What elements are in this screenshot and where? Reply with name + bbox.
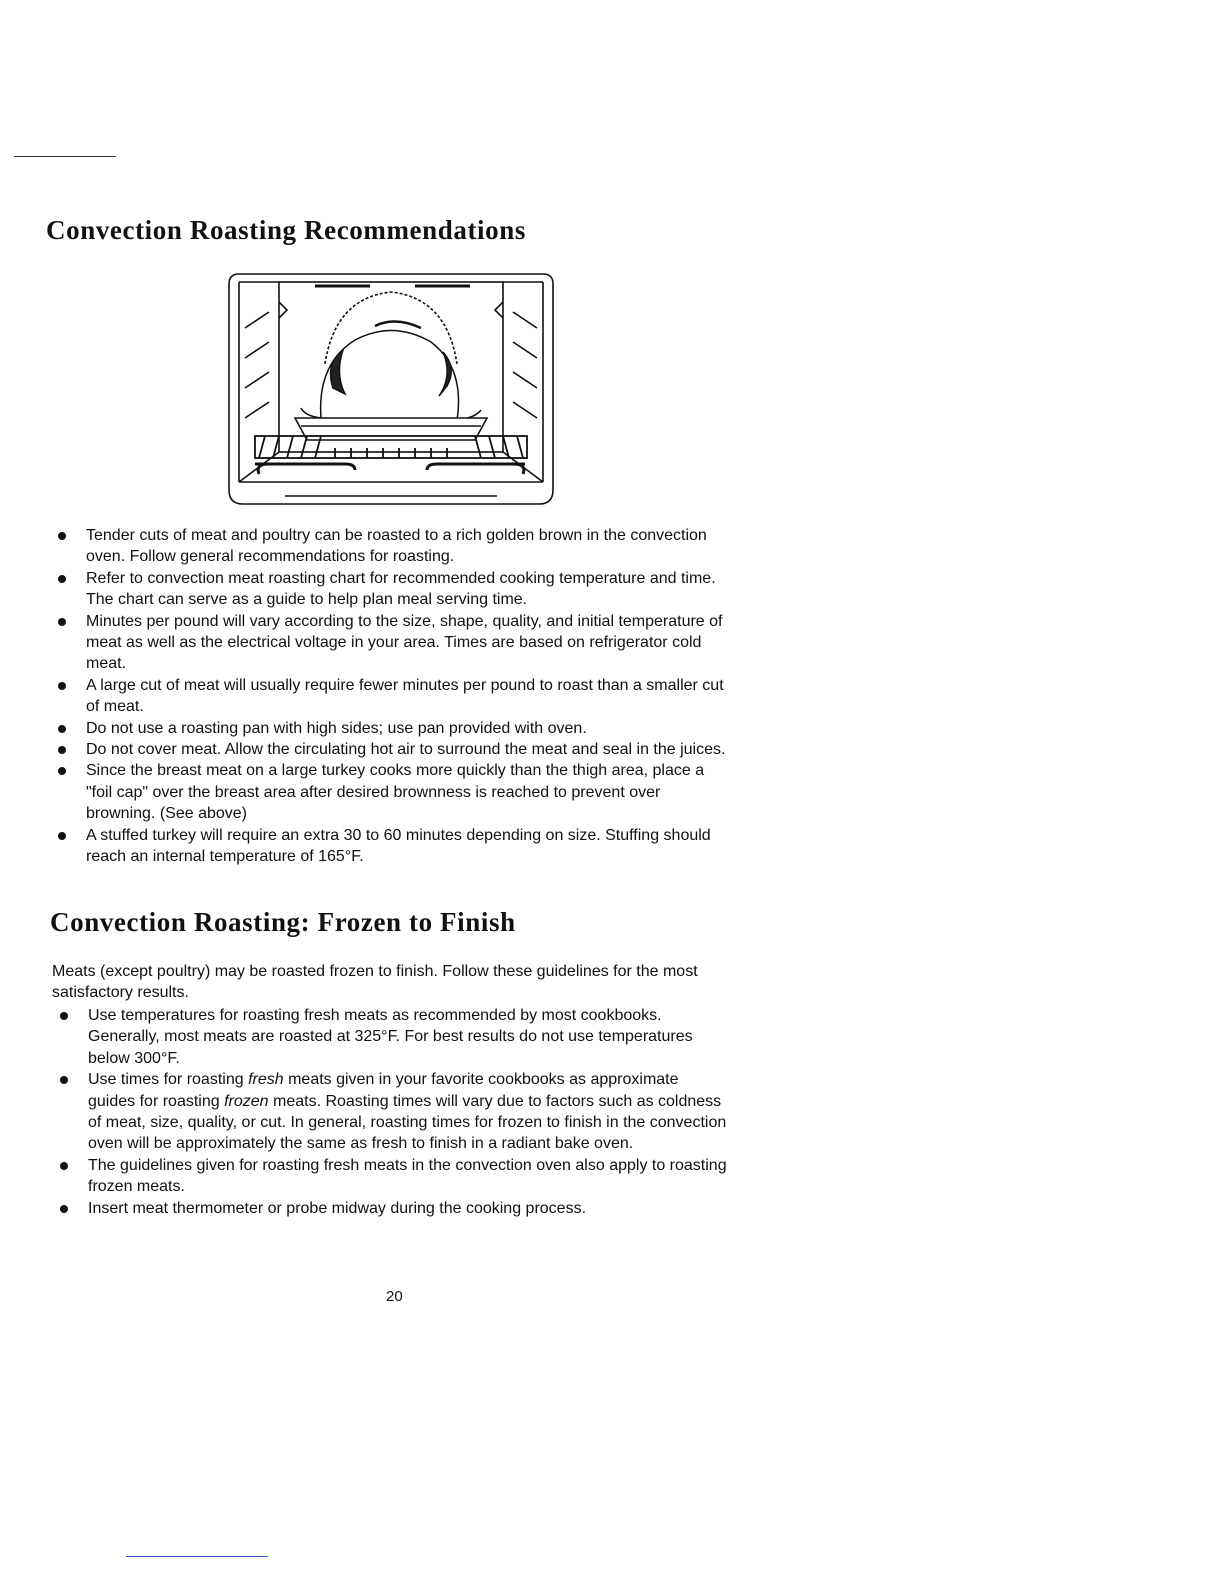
section-title-frozen-to-finish: Convection Roasting: Frozen to Finish [50, 907, 516, 937]
bullet-icon [60, 1012, 68, 1020]
bullet-icon [60, 1076, 68, 1084]
bottom-rule [126, 1556, 268, 1557]
frozen-guidelines-list [60, 1005, 730, 1219]
list-item: Insert meat thermometer or probe midway during the cooking process. [60, 1198, 730, 1219]
list-item: A large cut of meat will usually require fewer minutes per pound to roast than a smaller cut of meat. [58, 675, 728, 718]
bullet-icon [58, 832, 66, 840]
bullet-icon [58, 725, 66, 733]
list-item: Minutes per pound will vary according to the size, shape, quality, and initial temperature of meat as well as the electrical voltage in your area. Times are based on refrigerator cold meat. [58, 611, 728, 675]
recommendations-list [58, 525, 728, 868]
bullet-icon [58, 532, 66, 540]
list-item: Tender cuts of meat and poultry can be roasted to a rich golden brown in the convection oven. Follow general recommendations for roasting. [58, 525, 728, 568]
list-item: Refer to convection meat roasting chart for recommended cooking temperature and time. The chart can serve as a guide to help plan meal serving time. [58, 568, 728, 611]
list-item: Do not use a roasting pan with high sides; use pan provided with oven. [58, 718, 728, 739]
bullet-icon [58, 767, 66, 775]
bullet-icon [58, 682, 66, 690]
bullet-icon [58, 575, 66, 583]
list-item: Use times for roasting fresh meats given in your favorite cookbooks as approximate guides for roasting frozen meats. Roasting times will vary due to factors such as coldness of meat, size, quality, or cut. In general, roasting times for frozen to finish in the convection oven will be approximately the same as fresh to finish in a radiant bake oven. [60, 1069, 730, 1155]
bullet-icon [60, 1162, 68, 1170]
top-rule [14, 156, 116, 157]
list-item: Do not cover meat. Allow the circulating hot air to surround the meat and seal in the juices. [58, 739, 728, 760]
list-item: Use temperatures for roasting fresh meats as recommended by most cookbooks. Generally, most meats are roasted at 325°F. For best results do not use temperatures below 300°F. [60, 1005, 730, 1069]
list-item: Since the breast meat on a large turkey cooks more quickly than the thigh area, place a "foil cap" over the breast area after desired brownness is reached to prevent over browning. (See above) [58, 760, 728, 824]
list-item: The guidelines given for roasting fresh meats in the convection oven also apply to roasting frozen meats. [60, 1155, 730, 1198]
bullet-icon [60, 1205, 68, 1213]
oven-turkey-illustration [225, 268, 557, 510]
page-number: 20 [386, 1288, 403, 1305]
frozen-intro-paragraph: Meats (except poultry) may be roasted frozen to finish. Follow these guidelines for the most satisfactory results. [52, 963, 698, 1002]
list-item: A stuffed turkey will require an extra 30 to 60 minutes depending on size. Stuffing should reach an internal temperature of 165°F. [58, 825, 728, 868]
bullet-icon [58, 746, 66, 754]
section-title-recommendations: Convection Roasting Recommendations [46, 215, 526, 245]
bullet-icon [58, 618, 66, 626]
